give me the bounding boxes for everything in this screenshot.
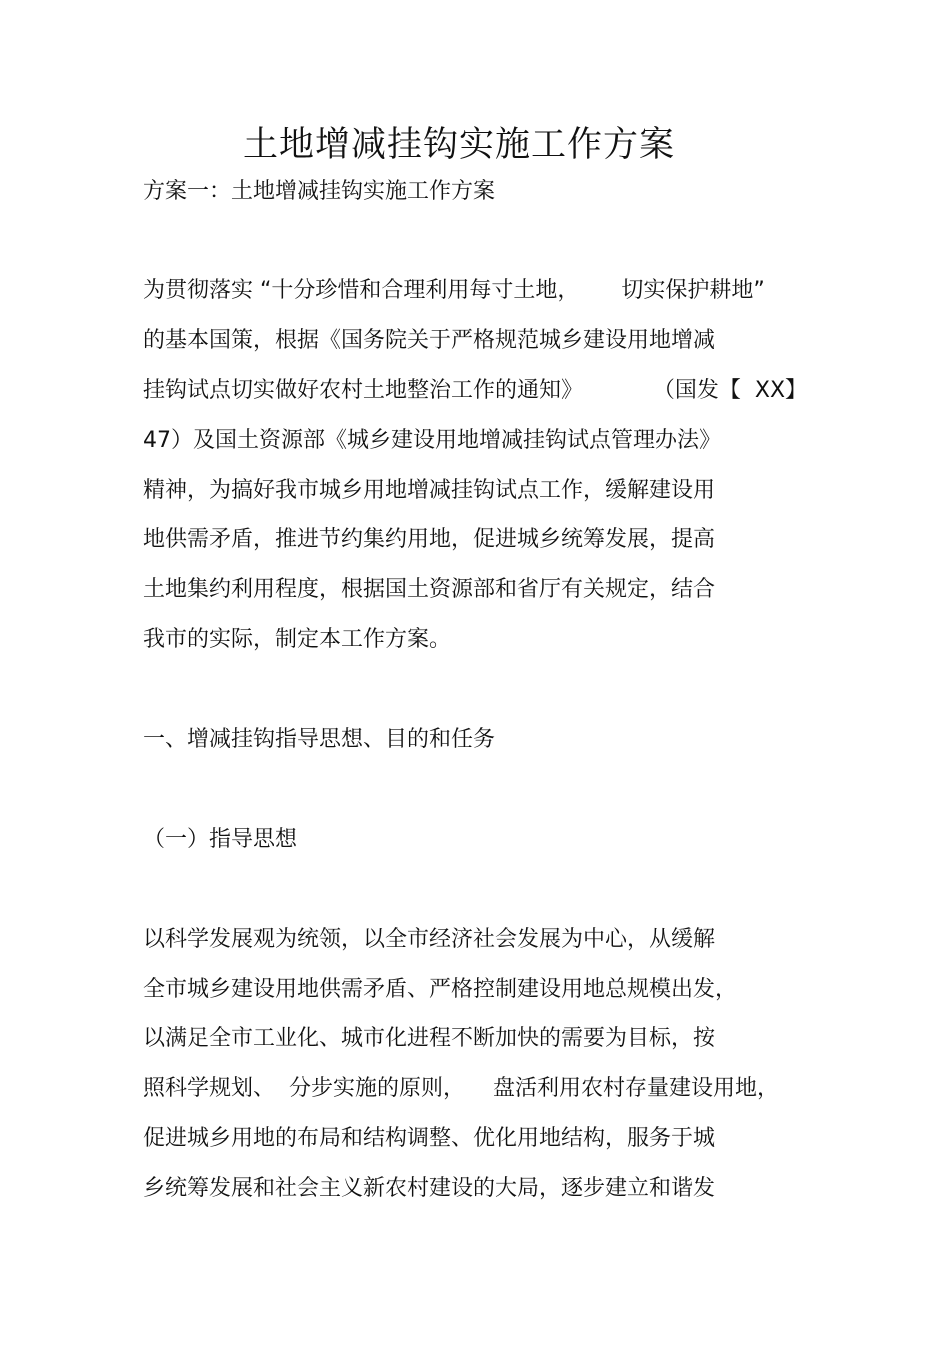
paragraph-line: 精神，为搞好我市城乡用地增减挂钩试点工作，缓解建设用 xyxy=(143,478,716,503)
subsection-heading: （一）指导思想 xyxy=(143,827,298,852)
paragraph-line: 土地集约利用程度，根据国土资源部和省厅有关规定，结合 xyxy=(143,577,716,602)
paragraph-line: 以满足全市工业化、城市化进程不断加快的需要为目标，按 xyxy=(143,1026,716,1051)
paragraph-line: 促进城乡用地的布局和结构调整、优化用地结构，服务于城 xyxy=(143,1126,716,1151)
section-heading: 一、增减挂钩指导思想、目的和任务 xyxy=(143,727,496,752)
paragraph-line: 47）及国土资源部《城乡建设用地增减挂钩试点管理办法》 xyxy=(143,428,721,453)
paragraph-line: 地供需矛盾，推进节约集约用地，促进城乡统筹发展，提高 xyxy=(143,527,716,552)
paragraph-line: 全市城乡建设用地供需矛盾、严格控制建设用地总规模出发， xyxy=(143,977,738,1002)
paragraph-line: 以科学发展观为统领，以全市经济社会发展为中心，从缓解 xyxy=(143,927,716,952)
document-subtitle: 方案一：土地增减挂钩实施工作方案 xyxy=(143,179,496,204)
paragraph-line: 挂钩试点切实做好农村土地整治工作的通知》 （国发【 XX】 xyxy=(143,378,808,403)
paragraph-line: 的基本国策，根据《国务院关于严格规范城乡建设用地增减 xyxy=(143,328,716,353)
paragraph-line: 乡统筹发展和社会主义新农村建设的大局，逐步建立和谐发 xyxy=(143,1176,716,1201)
paragraph-line: 照科学规划、 分步实施的原则， 盘活利用农村存量建设用地， xyxy=(143,1076,779,1101)
paragraph-line: 为贯彻落实 “十分珍惜和合理利用每寸土地， 切实保护耕地” xyxy=(143,278,765,303)
document-title: 土地增减挂钩实施工作方案 xyxy=(242,125,675,165)
paragraph-line: 我市的实际，制定本工作方案。 xyxy=(143,627,452,652)
